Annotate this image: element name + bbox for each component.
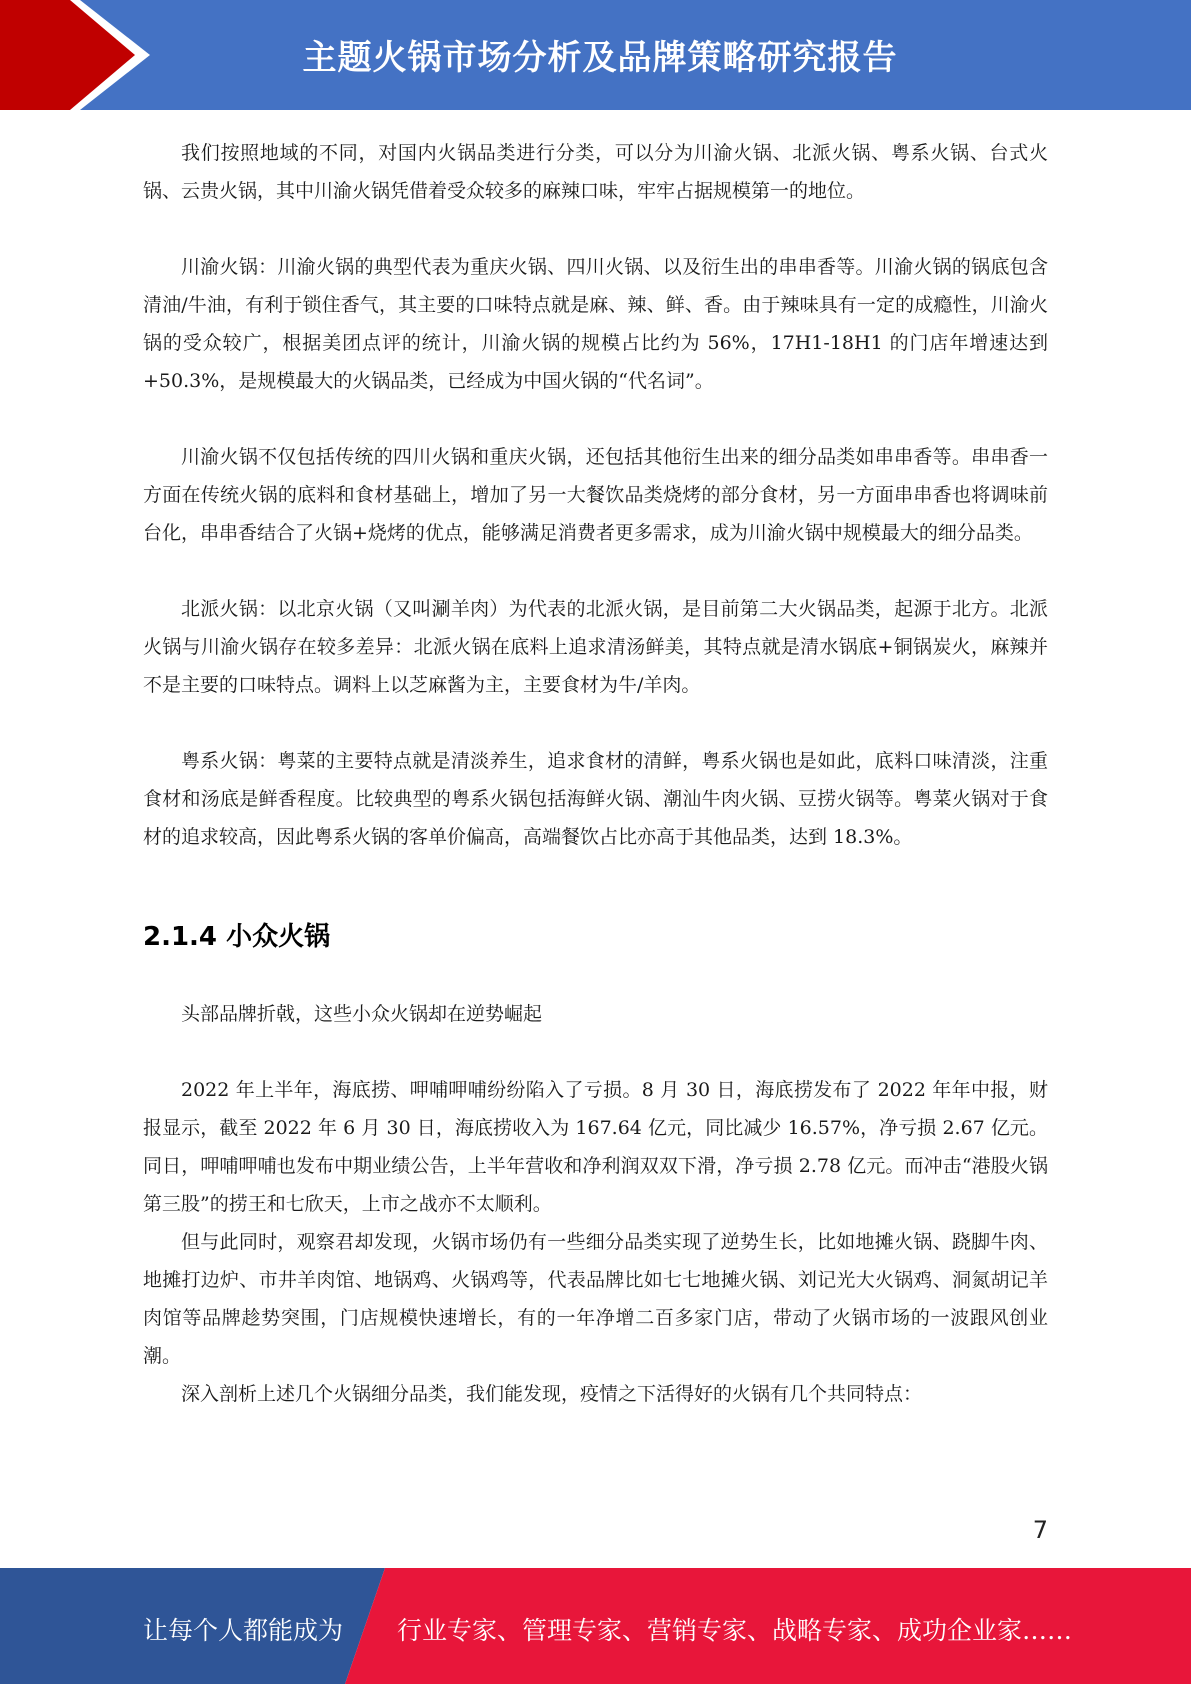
footer-slogan-left: 让每个人都能成为: [143, 1616, 344, 1645]
paragraph-cantonese-hotpot: 粤系火锅：粤菜的主要特点就是清淡养生，追求食材的清鲜，粤系火锅也是如此，底料口味清淡，注重食材和汤底是鲜香程度。比较典型的粤系火锅包括海鲜火锅、潮汕牛肉火锅、豆捞火锅等。粤菜火锅对于食材的追求较高，因此粤系火锅的客单价偏高，高端餐饮占比亦高于其他品类，达到 18.3%。: [143, 750, 1048, 848]
paragraph-common-traits: 深入剖析上述几个火锅细分品类，我们能发现，疫情之下活得好的火锅有几个共同特点：: [181, 1383, 923, 1405]
page-footer: [0, 1568, 1191, 1684]
paragraph-financial-losses: 2022 年上半年，海底捞、呷哺呷哺纷纷陷入了亏损。8 月 30 日，海底捞发布了 2022 年年中报，财报显示，截至 2022 年 6 月 30 日，海底捞收入为 167.64 亿元，同比减少 16.57%，净亏损 2.67 亿元。同日，呷哺呷哺也发布中期业绩公告，上半年营收和净利润双双下滑，净亏损 2.78 亿元。而冲击“港股火锅第三股”的捞王和七欣天，上市之战亦不太顺利。: [143, 1079, 1048, 1215]
paragraph-northern-hotpot: 北派火锅：以北京火锅（又叫涮羊肉）为代表的北派火锅，是目前第二大火锅品类，起源于北方。北派火锅与川渝火锅存在较多差异：北派火锅在底料上追求清汤鲜美，其特点就是清水锅底+铜锅炭火，麻辣并不是主要的口味特点。调料上以芝麻酱为主，主要食材为牛/羊肉。: [143, 598, 1048, 696]
main-content: [143, 134, 1048, 1413]
paragraph-chuanchuanxiang: 川渝火锅不仅包括传统的四川火锅和重庆火锅，还包括其他衍生出来的细分品类如串串香等。串串香一方面在传统火锅的底料和食材基础上，增加了另一大餐饮品类烧烤的部分食材，另一方面串串香也将调味前台化，串串香结合了火锅+烧烤的优点，能够满足消费者更多需求，成为川渝火锅中规模最大的细分品类。: [143, 446, 1048, 544]
page-number: 7: [1032, 1516, 1048, 1544]
paragraph-niche-growth: 但与此同时，观察君却发现，火锅市场仍有一些细分品类实现了逆势生长，比如地摊火锅、跷脚牛肉、地摊打边炉、市井羊肉馆、地锅鸡、火锅鸡等，代表品牌比如七七地摊火锅、刘记光大火锅鸡、洞氮胡记羊肉馆等品牌趁势突围，门店规模快速增长，有的一年净增二百多家门店，带动了火锅市场的一波跟风创业潮。: [143, 1231, 1048, 1367]
section-heading: 2.1.4 小众火锅: [143, 922, 331, 952]
footer-slogan-right: 行业专家、管理专家、营销专家、战略专家、成功企业家……: [397, 1616, 1073, 1645]
paragraph-niche-intro: 头部品牌折戟，这些小众火锅却在逆势崛起: [181, 1003, 543, 1025]
report-title: 主题火锅市场分析及品牌策略研究报告: [302, 38, 898, 78]
paragraph-region-classification: 我们按照地域的不同，对国内火锅品类进行分类，可以分为川渝火锅、北派火锅、粤系火锅、台式火锅、云贵火锅，其中川渝火锅凭借着受众较多的麻辣口味，牢牢占据规模第一的地位。: [143, 142, 1048, 202]
page-header: [0, 0, 1191, 110]
paragraph-chuanyu-hotpot: 川渝火锅：川渝火锅的典型代表为重庆火锅、四川火锅、以及衍生出的串串香等。川渝火锅的锅底包含清油/牛油，有利于锁住香气，其主要的口味特点就是麻、辣、鲜、香。由于辣味具有一定的成瘾性，川渝火锅的受众较广，根据美团点评的统计，川渝火锅的规模占比约为 56%，17H1-18H1 的门店年增速达到+50.3%，是规模最大的火锅品类，已经成为中国火锅的“代名词”。: [143, 256, 1048, 392]
